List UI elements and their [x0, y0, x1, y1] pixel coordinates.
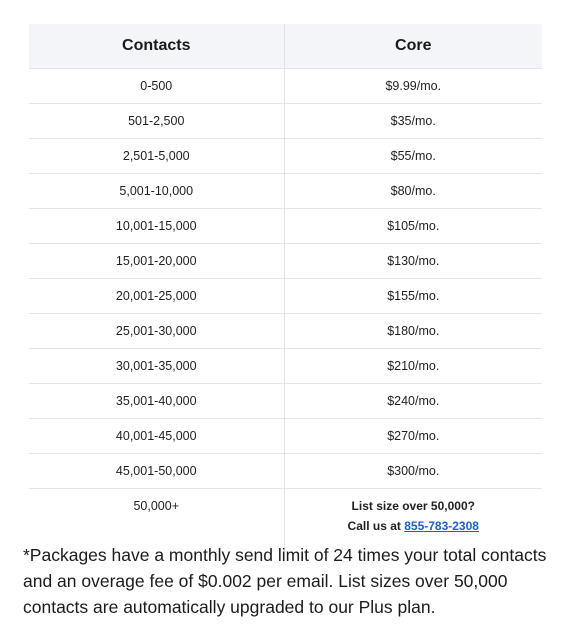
call-us-line — [285, 516, 543, 536]
price-cell: $80/mo. — [284, 174, 542, 209]
price-cell: $210/mo. — [284, 349, 542, 384]
table-row — [29, 384, 542, 419]
contacts-cell: 50,000+ — [29, 489, 284, 554]
header-core: Core — [284, 24, 542, 69]
contacts-cell: 25,001-30,000 — [29, 314, 284, 349]
price-cell: $155/mo. — [284, 279, 542, 314]
pricing-table-body — [29, 69, 542, 554]
contacts-cell: 10,001-15,000 — [29, 209, 284, 244]
table-row — [29, 209, 542, 244]
contacts-cell: 15,001-20,000 — [29, 244, 284, 279]
table-row — [29, 244, 542, 279]
large-list-question: List size over 50,000? — [351, 499, 475, 513]
table-row — [29, 69, 542, 104]
price-cell: $270/mo. — [284, 419, 542, 454]
price-cell: $105/mo. — [284, 209, 542, 244]
table-row — [29, 419, 542, 454]
packages-footnote: *Packages have a monthly send limit of 24 times your total contacts and an overage fee of $0.002 per email. List sizes over 50,000 contacts are automatically upgraded to our Plus plan. — [23, 545, 547, 617]
table-row — [29, 174, 542, 209]
table-row — [29, 139, 542, 174]
price-cell: $55/mo. — [284, 139, 542, 174]
table-row — [29, 104, 542, 139]
price-cell: $180/mo. — [284, 314, 542, 349]
pricing-table — [29, 24, 542, 553]
contacts-cell: 30,001-35,000 — [29, 349, 284, 384]
table-row — [29, 279, 542, 314]
phone-number-link[interactable]: 855-783-2308 — [404, 519, 479, 533]
header-row — [29, 24, 542, 69]
pricing-table-header — [29, 24, 542, 69]
price-cell: $130/mo. — [284, 244, 542, 279]
price-cell: $35/mo. — [284, 104, 542, 139]
header-contacts: Contacts — [29, 24, 284, 69]
table-row — [29, 314, 542, 349]
price-cell: $240/mo. — [284, 384, 542, 419]
contacts-cell: 5,001-10,000 — [29, 174, 284, 209]
price-cell: $300/mo. — [284, 454, 542, 489]
contacts-cell: 2,501-5,000 — [29, 139, 284, 174]
contacts-cell: 45,001-50,000 — [29, 454, 284, 489]
table-row — [29, 349, 542, 384]
table-row — [29, 454, 542, 489]
contacts-cell: 0-500 — [29, 69, 284, 104]
call-us-prefix: Call us at — [347, 519, 405, 533]
contacts-cell: 20,001-25,000 — [29, 279, 284, 314]
contacts-cell: 35,001-40,000 — [29, 384, 284, 419]
price-cell: $9.99/mo. — [284, 69, 542, 104]
contacts-cell: 501-2,500 — [29, 104, 284, 139]
contacts-cell: 40,001-45,000 — [29, 419, 284, 454]
